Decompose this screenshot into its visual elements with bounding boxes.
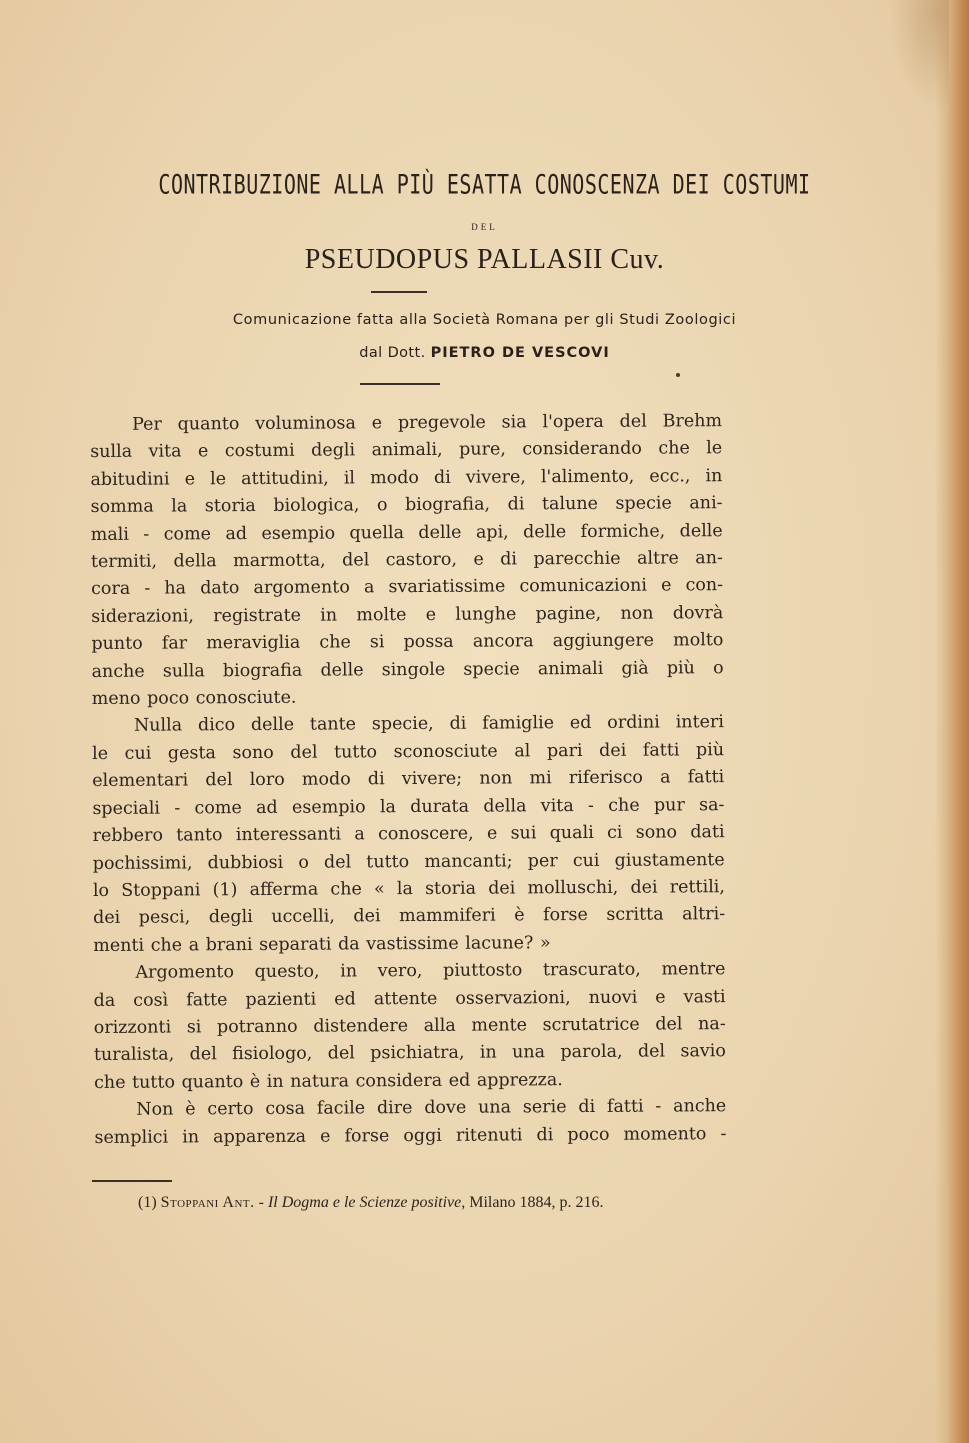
text-line: dei pesci, degli uccelli, dei mammiferi è forse scritta altri- (93, 904, 726, 929)
text-line: Non è certo cosa facile dire dove una serie di fatti - anche (136, 1096, 727, 1120)
text-line: le cui gesta sono del tutto sconosciute al pari dei fatti più (92, 740, 725, 764)
page-edge-stain (935, 0, 969, 1443)
body-text (90, 408, 727, 1152)
text-line: che tutto quanto è in natura considera ed apprezza. (94, 1069, 563, 1093)
text-line: Nulla dico delle tante specie, di famiglie ed ordini interi (133, 712, 724, 737)
author-name: PIETRO DE VESCOVI (430, 345, 610, 361)
footnote-rule (92, 1180, 172, 1182)
text-line: turalista, del fisiologo, del psichiatra, in una parola, del savio (93, 1041, 726, 1066)
text-line: Argomento questo, in vero, piuttosto trascurato, mentre (135, 959, 726, 983)
text-line: elementari del loro modo di vivere; non mi riferisco a fatti (92, 767, 725, 792)
communication-line: Comunicazione fatta alla Società Romana per gli Studi Zoologici (232, 312, 737, 328)
author-prefix: dal Dott. (359, 345, 426, 361)
text-line: mali - come ad esempio quella delle api, delle formiche, delle (90, 520, 723, 545)
paragraph-3 (93, 956, 726, 1097)
text-line: menti che a brani separati da vastissime lacune? » (93, 932, 551, 956)
text-line: pochissimi, dubbiosi o del tutto mancanti; per cui giustamente (92, 849, 725, 874)
title-rule (371, 291, 427, 293)
text-line: meno poco conosciute. (91, 687, 297, 710)
text-line: speciali - come ad esempio la durata della vita - che pur sa- (92, 794, 725, 819)
paragraph-4 (94, 1093, 726, 1152)
author-line (0, 345, 969, 361)
text-line: termiti, della marmotta, del castoro, e di parecchie altre an- (90, 548, 723, 573)
footnote-author: Stoppani Ant. (160, 1194, 255, 1211)
title-connector: DEL (471, 222, 498, 232)
footnote-rest: , Milano 1884, p. 216. (461, 1194, 604, 1211)
paragraph-2 (92, 710, 725, 961)
ink-dot (676, 373, 680, 377)
article-title: CONTRIBUZIONE ALLA PIÙ ESATTA CONOSCENZA DEI COSTUMI (158, 168, 811, 201)
paragraph-1 (90, 408, 724, 713)
footnote-number: (1) (138, 1194, 157, 1211)
text-line: cora - ha dato argomento a svariatissime comunicazioni e con- (91, 575, 724, 600)
corner-stain (889, 0, 949, 110)
text-line: da così fatte pazienti ed attente osservazioni, nuovi e vasti (93, 986, 726, 1011)
text-line: punto far meraviglia che si possa ancora aggiungere molto (91, 630, 724, 655)
text-line: somma la storia biologica, o biografia, di talune specie ani- (90, 493, 723, 518)
text-line: anche sulla biografia delle singole specie animali già più o (91, 657, 724, 682)
text-line: lo Stoppani (1) afferma che « la storia dei molluschi, dei rettili, (92, 877, 725, 901)
text-line: abitudini e le attitudini, il modo di vivere, l'alimento, ecc., in (90, 465, 723, 490)
species-title: PSEUDOPUS PALLASII Cuv. (304, 244, 665, 275)
footnote-work: Il Dogma e le Scienze positive (267, 1194, 462, 1211)
footnote (138, 1194, 603, 1212)
text-line: siderazioni, registrate in molte e lunghe pagine, non dovrà (91, 602, 724, 627)
author-rule (360, 383, 440, 385)
text-line: Per quanto voluminosa e pregevole sia l'opera del Brehm (132, 411, 723, 435)
text-line: semplici in apparenza e forse oggi ritenuti di poco momento - (94, 1123, 727, 1148)
text-line: orizzonti si potranno distendere alla mente scrutatrice del na- (93, 1014, 726, 1038)
text-line: sulla vita e costumi degli animali, pure, considerando che le (90, 438, 723, 463)
footnote-separator: - (254, 1194, 268, 1211)
text-line: rebbero tanto interessanti a conoscere, e sui quali ci sono dati (92, 822, 725, 847)
